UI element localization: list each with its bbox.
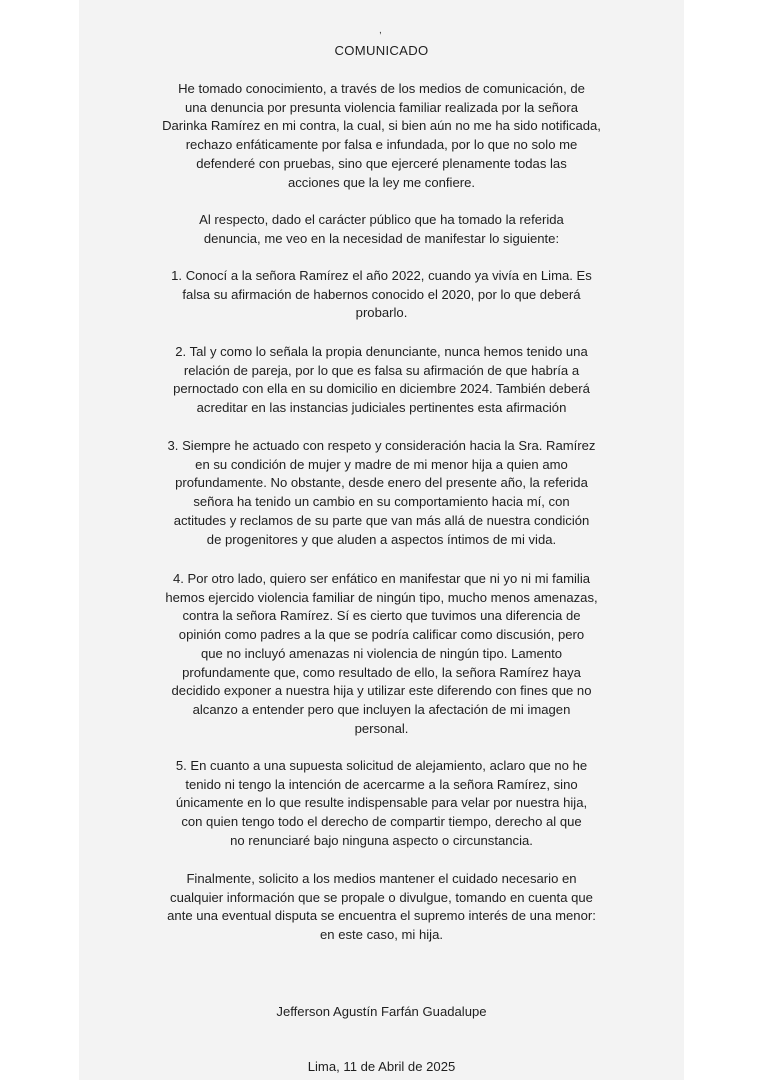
paragraph-point-2 [79, 343, 684, 418]
text-line: 2. Tal y como lo señala la propia denunciante, nunca hemos tenido una [175, 344, 588, 359]
text-line: tenido ni tengo la intención de acercarme a la señora Ramírez, sino [185, 776, 578, 792]
text-line: cualquier información que se propale o divulgue, tomando en cuenta que [170, 889, 593, 905]
text-line: acreditar en las instancias judiciales pertinentes esta afirmación [196, 400, 567, 416]
text-line: una denuncia por presunta violencia familiar realizada por la señora [184, 99, 579, 115]
text-line: probarlo. [355, 305, 408, 321]
paragraph-intro [79, 80, 684, 192]
text-line: relación de pareja, por lo que es falsa su afirmación de que habría a [183, 362, 580, 378]
text-line: He tomado conocimiento, a través de los medios de comunicación, de [178, 81, 585, 96]
text-line: profundamente que, como resultado de ello, la señora Ramírez haya [182, 664, 581, 680]
document-date: Lima, 11 de Abril de 2025 [307, 1059, 456, 1074]
text-line: Al respecto, dado el carácter público que ha tomado la referida [199, 212, 564, 227]
text-line: profundamente. No obstante, desde enero del presente año, la referida [175, 475, 588, 491]
text-line: actitudes y reclamos de su parte que van más allá de nuestra condición [173, 512, 590, 528]
text-line: Darinka Ramírez en mi contra, la cual, si bien aún no me ha sido notificada, [162, 118, 601, 134]
text-line: 3. Siempre he actuado con respeto y consideración hacia la Sra. Ramírez [167, 438, 596, 453]
paragraph-point-1 [79, 267, 684, 323]
text-line: únicamente en lo que resulte indispensable para velar por nuestra hija, [175, 795, 588, 811]
text-line: hemos ejercido violencia familiar de ningún tipo, mucho menos amenazas, [165, 589, 598, 605]
text-line: defenderé con pruebas, sino que ejerceré plenamente todas las [196, 155, 567, 171]
text-line: contra la señora Ramírez. Sí es cierto que tuvimos una diferencia de [182, 608, 581, 624]
text-line: denuncia, me veo en la necesidad de manifestar lo siguiente: [203, 230, 560, 246]
text-line: en su condición de mujer y madre de mi menor hija a quien amo [195, 456, 568, 472]
text-line: 4. Por otro lado, quiero ser enfático en manifestar que ni yo ni mi familia [172, 571, 591, 586]
text-line: no renunciaré bajo ninguna aspecto o circunstancia. [230, 832, 533, 848]
signature-name: Jefferson Agustín Farfán Guadalupe [276, 1004, 487, 1019]
stray-mark: , [379, 25, 382, 36]
text-line: alcanzo a entender pero que incluyen la afectación de mi imagen [192, 701, 571, 717]
paragraph-point-3 [79, 437, 684, 549]
text-line: ante una eventual disputa se encuentra el supremo interés de una menor: [167, 908, 596, 924]
text-line: que no incluyó amenazas ni violencia de ningún tipo. Lamento [200, 645, 563, 661]
text-line: señora ha tenido un cambio en su comportamiento hacia mí, con [193, 494, 570, 510]
text-line: 1. Conocí a la señora Ramírez el año 2022, cuando ya vivía en Lima. Es [171, 268, 592, 283]
text-line: opinión como padres a la que se podría calificar como discusión, pero [178, 627, 585, 643]
text-line: en este caso, mi hija. [320, 927, 443, 943]
text-line: Finalmente, solicito a los medios mantener el cuidado necesario en [186, 871, 577, 886]
document-title: COMUNICADO [334, 43, 429, 58]
text-line: rechazo enfáticamente por falsa e infundada, por lo que no solo me [185, 137, 578, 153]
paragraph-point-5 [79, 757, 684, 851]
paragraph-closing [79, 870, 684, 945]
text-line: decidido exponer a nuestra hija y utilizar este diferendo con fines que no [171, 683, 592, 699]
paragraph-point-4 [79, 570, 684, 738]
text-line: con quien tengo todo el derecho de compartir tiempo, derecho al que [181, 814, 582, 830]
paragraph-context [79, 211, 684, 248]
text-line: falsa su afirmación de habernos conocido el 2020, por lo que deberá [182, 286, 581, 302]
text-line: acciones que la ley me confiere. [287, 174, 476, 190]
document-page [79, 0, 684, 1080]
text-line: personal. [354, 720, 409, 736]
text-line: de progenitores y que aluden a aspectos íntimos de mi vida. [206, 531, 557, 547]
text-line: pernoctado con ella en su domicilio en diciembre 2024. También deberá [173, 381, 590, 397]
text-line: 5. En cuanto a una supuesta solicitud de alejamiento, aclaro que no he [175, 758, 588, 773]
